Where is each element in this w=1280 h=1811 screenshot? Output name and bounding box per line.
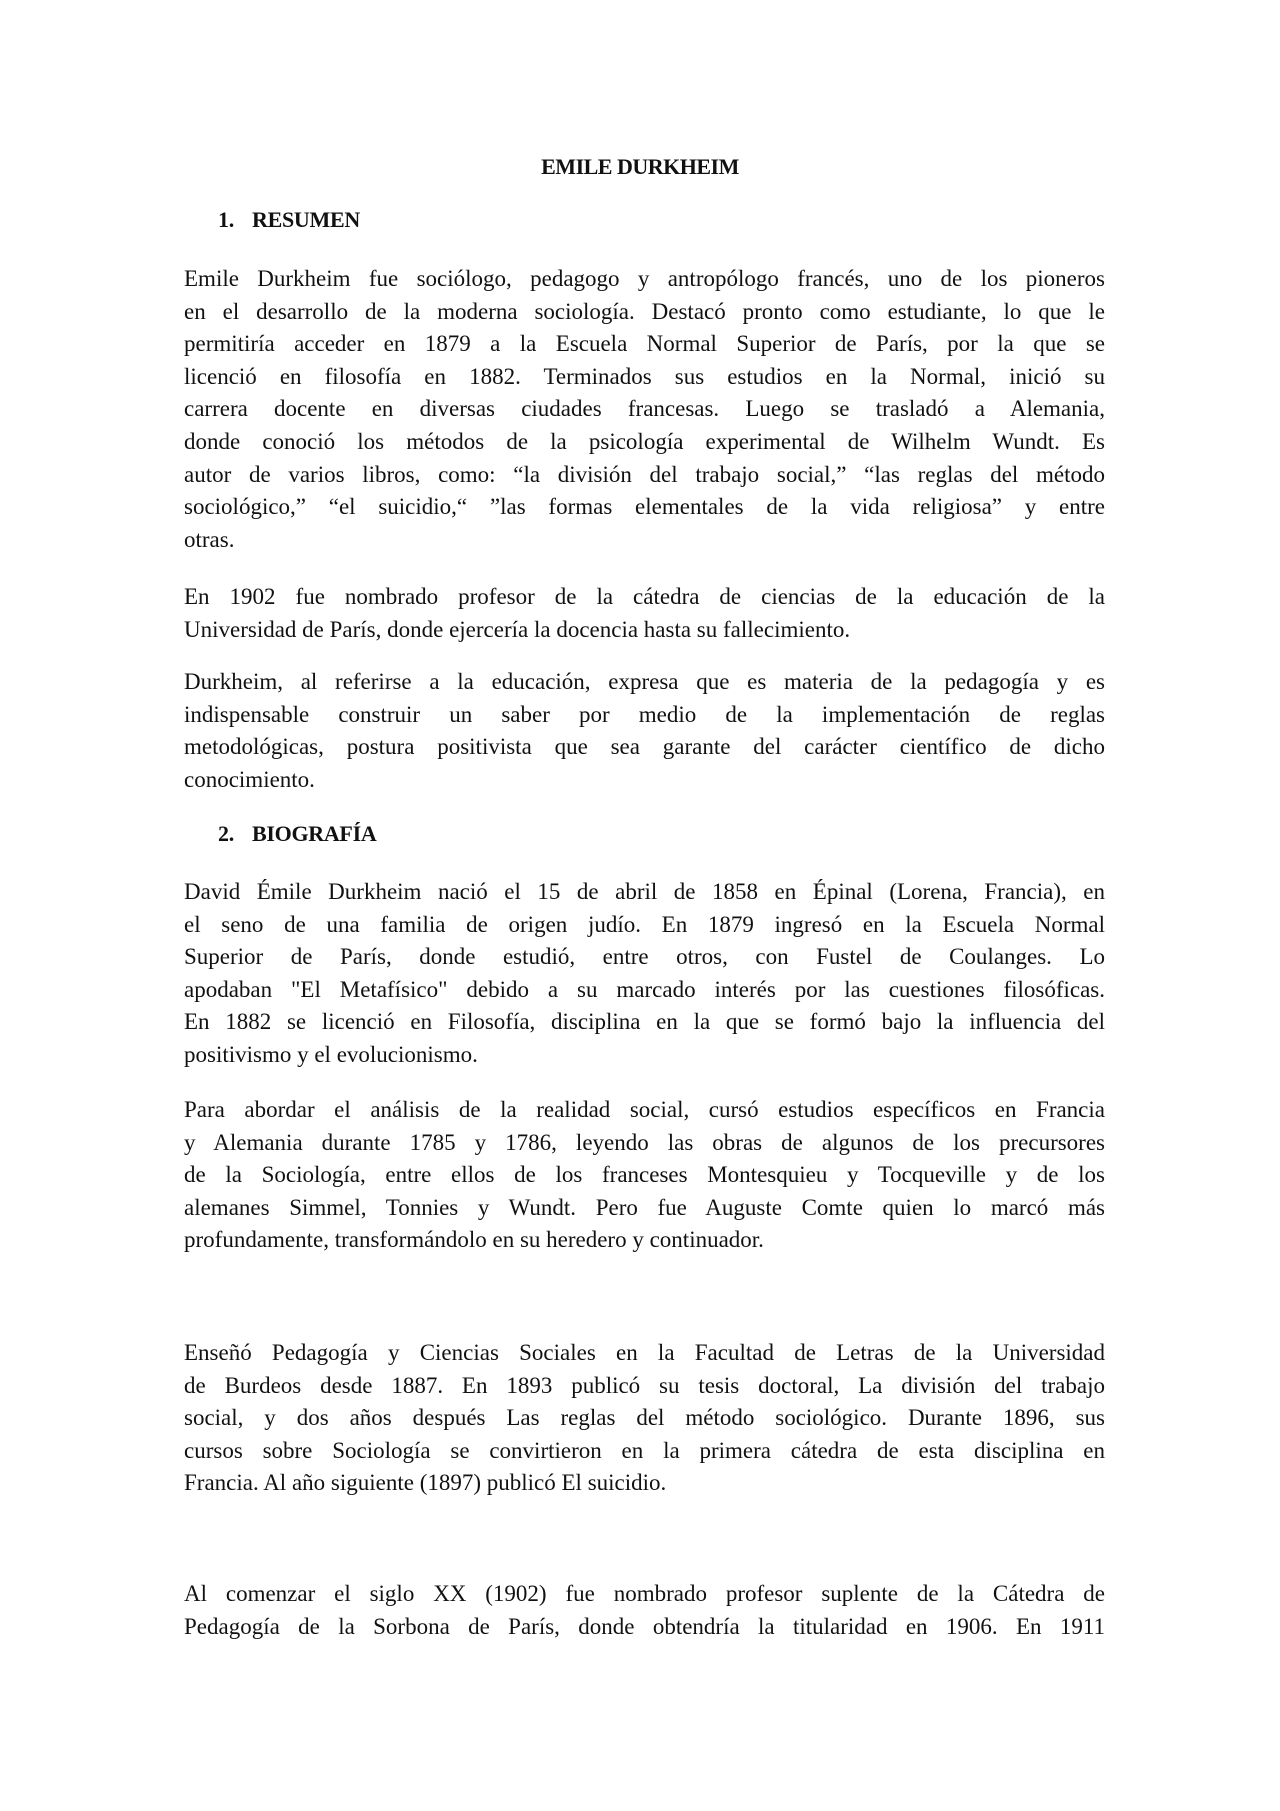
paragraph xyxy=(184,666,1105,796)
section-number: 2. xyxy=(218,821,234,846)
text-line: alemanes Simmel, Tonnies y Wundt. Pero fue Auguste Comte quien lo marcó más xyxy=(184,1194,1105,1220)
text-line: el seno de una familia de origen judío. En 1879 ingresó en la Escuela Normal xyxy=(184,911,1105,937)
text-line: autor de varios libros, como: “la división del trabajo social,” “las reglas del método xyxy=(184,461,1105,487)
text-line: de la Sociología, entre ellos de los franceses Montesquieu y Tocqueville y de los xyxy=(184,1162,1105,1188)
text-line: En 1882 se licenció en Filosofía, disciplina en la que se formó bajo la influencia del xyxy=(184,1009,1105,1035)
section-number: 1. xyxy=(218,207,234,232)
paragraph xyxy=(184,263,1105,556)
text-line: apodaban "El Metafísico" debido a su marcado interés por las cuestiones filosóficas. xyxy=(184,976,1105,1002)
text-line: Universidad de París, donde ejercería la docencia hasta su fallecimiento. xyxy=(184,616,851,642)
text-line: social, y dos años después Las reglas del método sociológico. Durante 1896, sus xyxy=(184,1405,1105,1431)
text-line: conocimiento. xyxy=(184,766,315,792)
text-line: en el desarrollo de la moderna sociología. Destacó pronto como estudiante, lo que le xyxy=(184,298,1105,324)
paragraph xyxy=(184,1094,1105,1257)
section-heading-biografia xyxy=(218,821,376,847)
section-title: BIOGRAFÍA xyxy=(252,821,377,846)
text-line: En 1902 fue nombrado profesor de la cátedra de ciencias de la educación de la xyxy=(184,584,1105,609)
text-line: Francia. Al año siguiente (1897) publicó El suicidio. xyxy=(184,1470,667,1496)
text-line: de Burdeos desde 1887. En 1893 publicó su tesis doctoral, La división del trabajo xyxy=(184,1372,1105,1398)
text-line: Superior de París, donde estudió, entre otros, con Fustel de Coulanges. Lo xyxy=(184,944,1105,970)
paragraph xyxy=(184,876,1105,1072)
text-line: otras. xyxy=(184,526,235,552)
paragraph xyxy=(184,1578,1105,1643)
section-heading-resumen xyxy=(218,207,360,233)
text-line: positivismo y el evolucionismo. xyxy=(184,1041,478,1067)
text-line: carrera docente en diversas ciudades francesas. Luego se trasladó a Alemania, xyxy=(184,396,1105,422)
text-line: Pedagogía de la Sorbona de París, donde obtendría la titularidad en 1906. En 1911 xyxy=(184,1613,1105,1639)
text-line: profundamente, transformándolo en su heredero y continuador. xyxy=(184,1227,764,1253)
text-line: Emile Durkheim fue sociólogo, pedagogo y antropólogo francés, uno de los pioneros xyxy=(184,266,1105,291)
text-line: donde conoció los métodos de la psicología experimental de Wilhelm Wundt. Es xyxy=(184,428,1105,454)
section-title: RESUMEN xyxy=(252,207,360,232)
text-line: y Alemania durante 1785 y 1786, leyendo las obras de algunos de los precursores xyxy=(184,1129,1105,1155)
paragraph xyxy=(184,1337,1105,1500)
text-line: cursos sobre Sociología se convirtieron en la primera cátedra de esta disciplina en xyxy=(184,1437,1105,1463)
text-line: David Émile Durkheim nació el 15 de abril de 1858 en Épinal (Lorena, Francia), en xyxy=(184,879,1105,904)
text-line: indispensable construir un saber por medio de la implementación de reglas xyxy=(184,701,1105,727)
document-title: EMILE DURKHEIM xyxy=(541,154,739,179)
text-line: permitiría acceder en 1879 a la Escuela Normal Superior de París, por la que se xyxy=(184,331,1105,357)
text-line: Para abordar el análisis de la realidad social, cursó estudios específicos en Francia xyxy=(184,1097,1105,1122)
text-line: Al comenzar el siglo XX (1902) fue nombrado profesor suplente de la Cátedra de xyxy=(184,1581,1105,1606)
text-line: metodológicas, postura positivista que sea garante del carácter científico de dicho xyxy=(184,734,1105,760)
text-line: sociológico,” “el suicidio,“ ”las formas elementales de la vida religiosa” y entre xyxy=(184,494,1105,520)
text-line: licenció en filosofía en 1882. Terminados sus estudios en la Normal, inició su xyxy=(184,363,1105,389)
text-line: Durkheim, al referirse a la educación, expresa que es materia de la pedagogía y es xyxy=(184,669,1105,694)
paragraph xyxy=(184,581,1105,646)
text-line: Enseñó Pedagogía y Ciencias Sociales en la Facultad de Letras de la Universidad xyxy=(184,1340,1105,1365)
